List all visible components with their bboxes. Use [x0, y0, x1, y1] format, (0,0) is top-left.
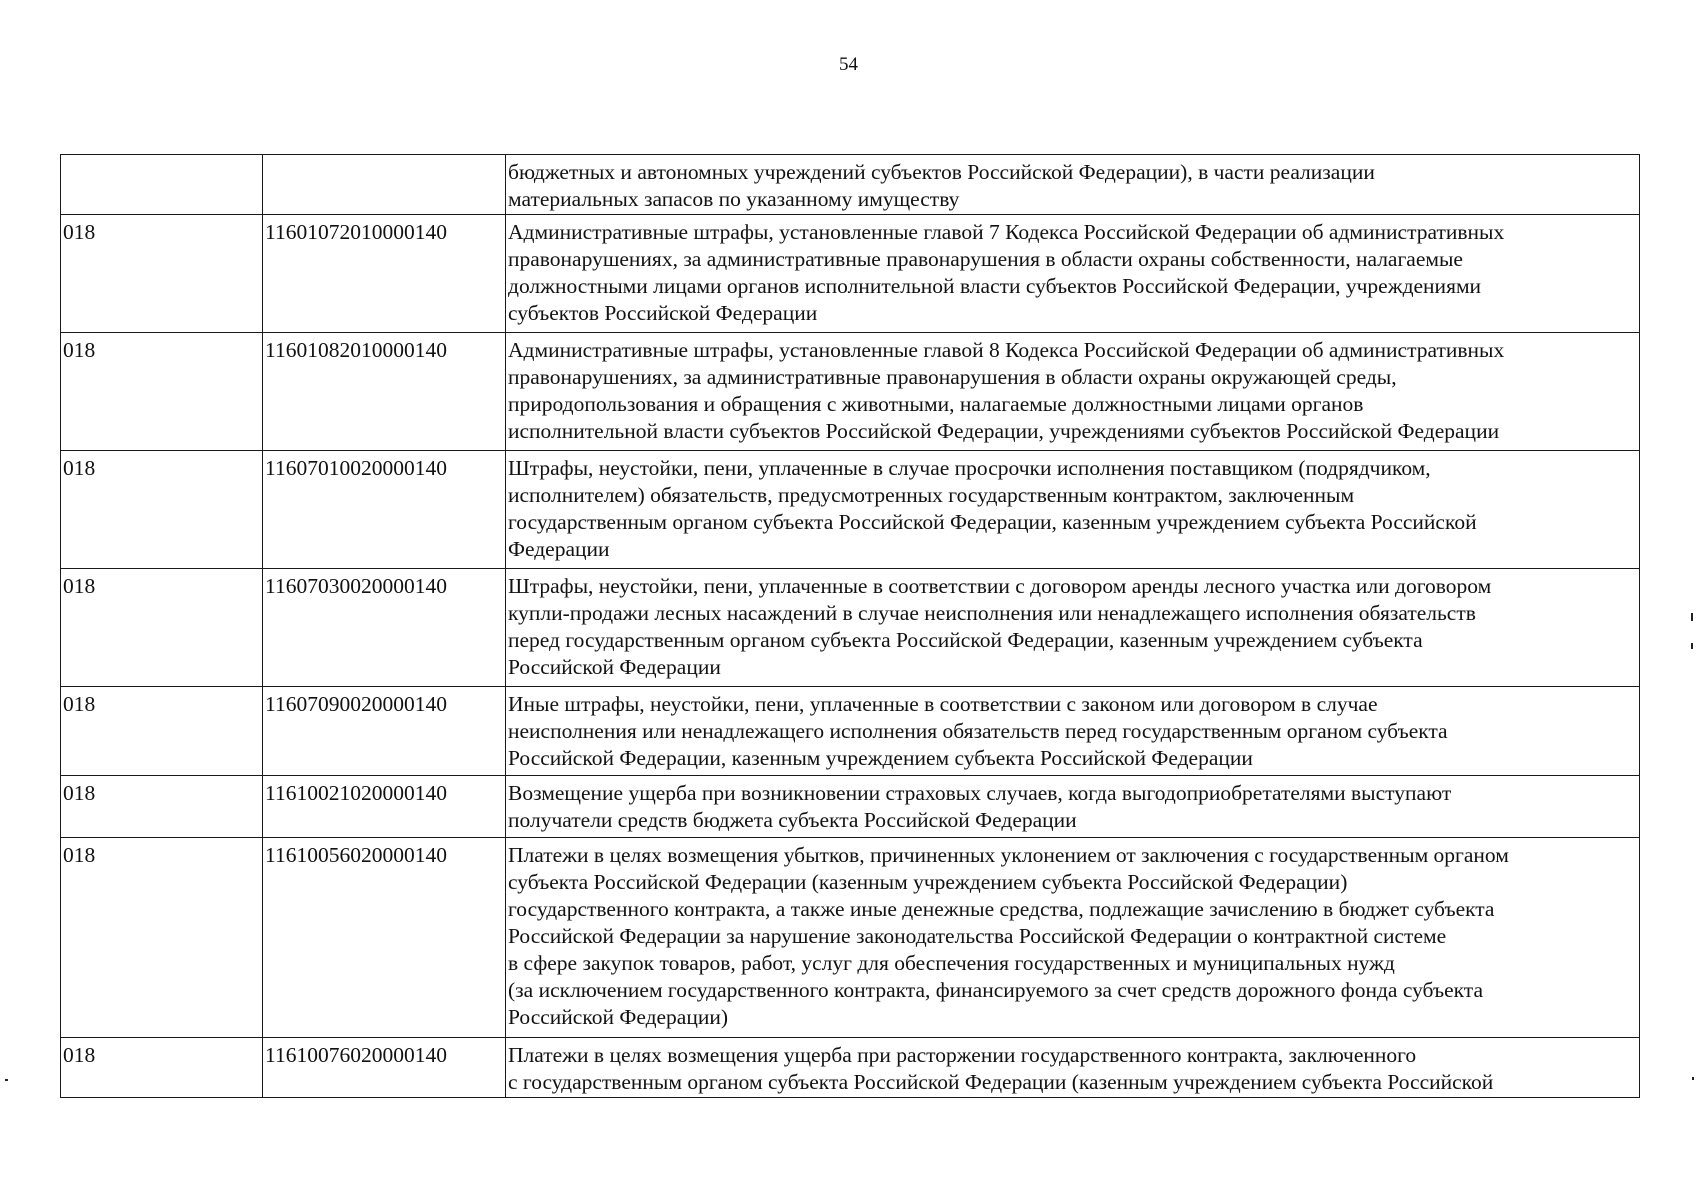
cell-budget-code: 11610056020000140 — [263, 838, 506, 1038]
table-row — [61, 451, 1640, 569]
table-row — [61, 1038, 1640, 1098]
cell-admin-code: 018 — [61, 333, 263, 451]
cell-admin-code: 018 — [61, 569, 263, 687]
cell-budget-code: 11607090020000140 — [263, 687, 506, 776]
page-number: 54 — [839, 54, 858, 75]
cell-admin-code: 018 — [61, 776, 263, 838]
cell-description: Штрафы, неустойки, пени, уплаченные в случае просрочки исполнения поставщиком (подрядчиком, исполнителем) обязательств, предусмотренных государственным контрактом, заключенным государственным органом субъекта Российской Федерации, казенным учреждением субъекта Российской Федерации — [506, 451, 1640, 569]
cell-description: Штрафы, неустойки, пени, уплаченные в соответствии с договором аренды лесного участка или договором купли-продажи лесных насаждений в случае неисполнения или ненадлежащего исполнения обязательств перед государственным органом субъекта Российской Федерации, казенным учреждением субъекта Российской Федерации — [506, 569, 1640, 687]
margin-mark-right-bottom — [1692, 1077, 1694, 1080]
cell-description: Платежи в целях возмещения убытков, причиненных уклонением от заключения с государственным органом субъекта Российской Федерации (казенным учреждением субъекта Российской Федерации) государственного контракта, а также иные денежные средства, подлежащие зачислению в бюджет субъекта Российской Федерации за нарушение законодательства Российской Федерации о контрактной системе в сфере закупок товаров, работ, услуг для обеспечения государственных и муниципальных нужд (за исключением государственного контракта, финансируемого за счет средств дорожного фонда субъекта Российской Федерации) — [506, 838, 1640, 1038]
table-row — [61, 155, 1640, 215]
cell-admin-code: 018 — [61, 687, 263, 776]
margin-mark-right-top — [1691, 613, 1693, 621]
cell-admin-code: 018 — [61, 1038, 263, 1098]
cell-admin-code: 018 — [61, 451, 263, 569]
cell-description: Административные штрафы, установленные главой 8 Кодекса Российской Федерации об административных правонарушениях, за административные правонарушения в области охраны окружающей среды, природопользования и обращения с животными, налагаемые должностными лицами органов исполнительной власти субъектов Российской Федерации, учреждениями субъектов Российской Федерации — [506, 333, 1640, 451]
table-row — [61, 215, 1640, 333]
cell-admin-code — [61, 155, 263, 215]
cell-description: Иные штрафы, неустойки, пени, уплаченные в соответствии с законом или договором в случае неисполнения или ненадлежащего исполнения обязательств перед государственным органом субъекта Российской Федерации, казенным учреждением субъекта Российской Федерации — [506, 687, 1640, 776]
budget-code-table — [60, 154, 1640, 1098]
margin-mark-left — [5, 1079, 8, 1081]
cell-description: бюджетных и автономных учреждений субъектов Российской Федерации), в части реализации материальных запасов по указанному имуществу — [506, 155, 1640, 215]
cell-description: Административные штрафы, установленные главой 7 Кодекса Российской Федерации об административных правонарушениях, за административные правонарушения в области охраны собственности, налагаемые должностными лицами органов исполнительной власти субъектов Российской Федерации, учреждениями субъектов Российской Федерации — [506, 215, 1640, 333]
table-row — [61, 776, 1640, 838]
margin-mark-right-middle — [1691, 643, 1693, 649]
cell-budget-code: 11607030020000140 — [263, 569, 506, 687]
cell-budget-code: 11601072010000140 — [263, 215, 506, 333]
table-row — [61, 333, 1640, 451]
cell-description: Платежи в целях возмещения ущерба при расторжении государственного контракта, заключенного с государственным органом субъекта Российской Федерации (казенным учреждением субъекта Российской — [506, 1038, 1640, 1098]
cell-description: Возмещение ущерба при возникновении страховых случаев, когда выгодоприобретателями выступают получатели средств бюджета субъекта Российской Федерации — [506, 776, 1640, 838]
table-row — [61, 569, 1640, 687]
cell-budget-code — [263, 155, 506, 215]
cell-admin-code: 018 — [61, 215, 263, 333]
cell-budget-code: 11601082010000140 — [263, 333, 506, 451]
table-row — [61, 687, 1640, 776]
cell-admin-code: 018 — [61, 838, 263, 1038]
cell-budget-code: 11607010020000140 — [263, 451, 506, 569]
cell-budget-code: 11610076020000140 — [263, 1038, 506, 1098]
table-row — [61, 838, 1640, 1038]
cell-budget-code: 11610021020000140 — [263, 776, 506, 838]
